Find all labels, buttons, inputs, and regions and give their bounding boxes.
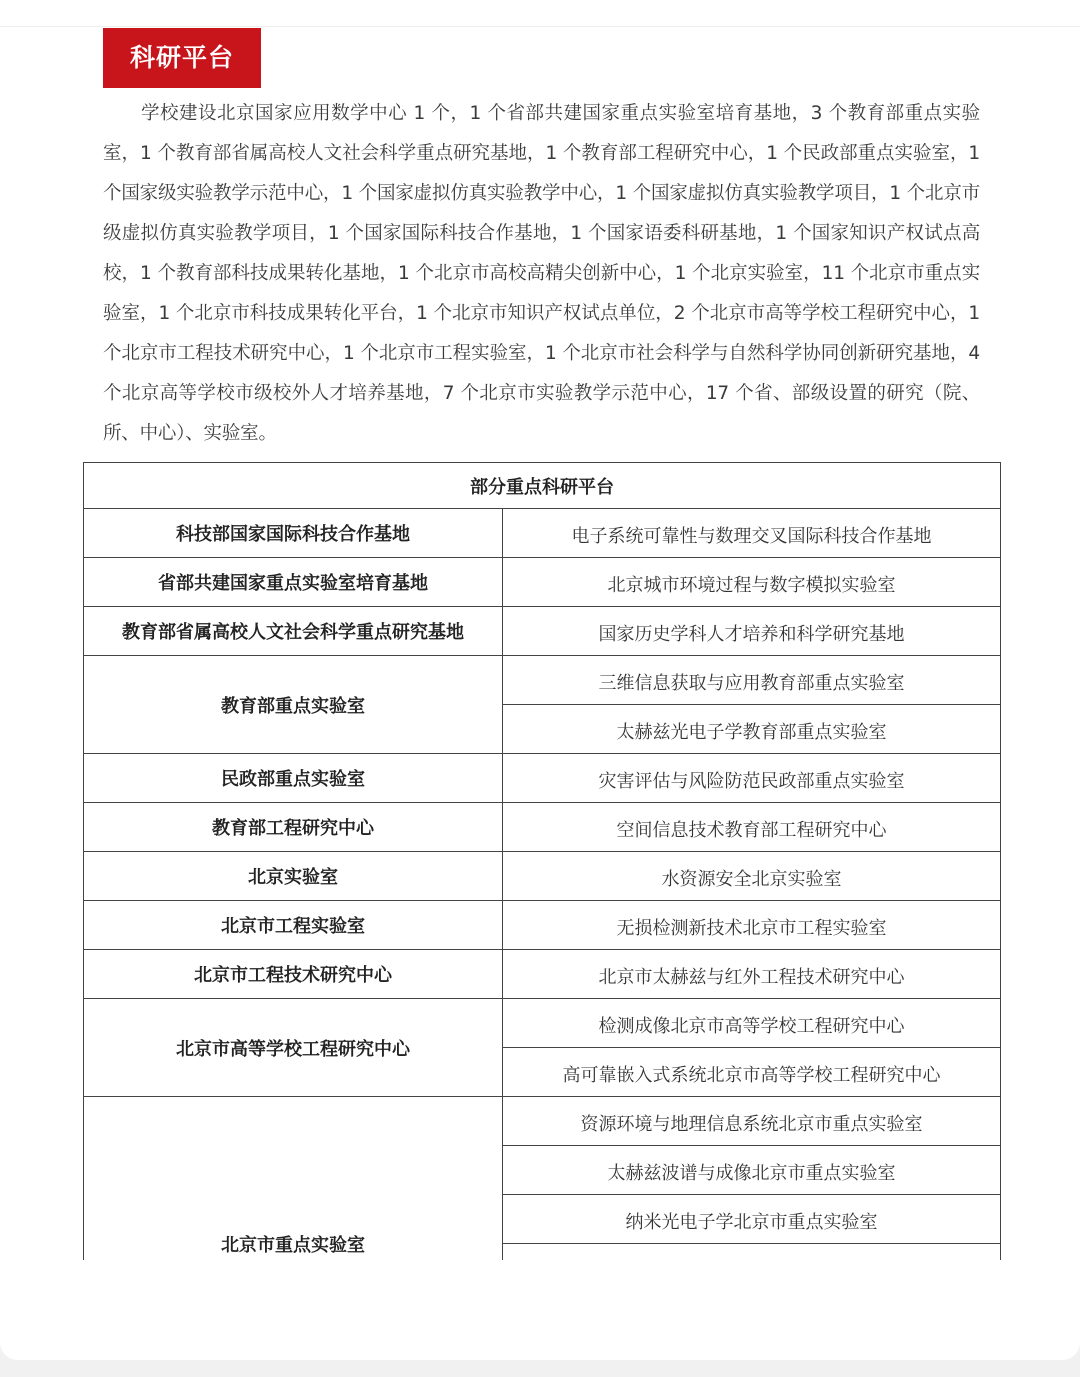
platform-category: 省部共建国家重点实验室培育基地 xyxy=(84,558,503,607)
table-row xyxy=(84,1097,1001,1146)
table-row xyxy=(84,558,1001,607)
platform-name: 三维信息获取与应用教育部重点实验室 xyxy=(503,656,1001,705)
platform-name: 电子系统可靠性与数理交叉国际科技合作基地 xyxy=(503,509,1001,558)
platform-category: 教育部省属高校人文社会科学重点研究基地 xyxy=(84,607,503,656)
platform-name: 北京城市环境过程与数字模拟实验室 xyxy=(503,558,1001,607)
platform-category: 科技部国家国际科技合作基地 xyxy=(84,509,503,558)
table-row xyxy=(84,999,1001,1048)
section-title: 科研平台 xyxy=(103,28,261,88)
platform-name: 太赫兹光电子学教育部重点实验室 xyxy=(503,705,1001,754)
intro-paragraph: 学校建设北京国家应用数学中心 1 个，1 个省部共建国家重点实验室培育基地，3 个教育部重点实验室，1 个教育部省属高校人文社会科学重点研究基地，1 个教育部工程研究中心，1 个民政部重点实验室，1 个国家级实验教学示范中心，1 个国家虚拟仿真实验教学中心，1 个国家虚拟仿真实验教学项目，1 个北京市级虚拟仿真实验教学项目，1 个国家国际科技合作基地，1 个国家语委科研基地，1 个国家知识产权试点高校，1 个教育部科技成果转化基地，1 个北京市高校高精尖创新中心，1 个北京实验室，11 个北京市重点实验室，1 个北京市科技成果转化平台，1 个北京市知识产权试点单位，2 个北京市高等学校工程研究中心，1 个北京市工程技术研究中心，1 个北京市工程实验室，1 个北京市社会科学与自然科学协同创新研究基地，4 个北京高等学校市级校外人才培养基地，7 个北京市实验教学示范中心，17 个省、部级设置的研究（院、所、中心）、实验室。 xyxy=(103,103,980,444)
platform-category: 北京市工程实验室 xyxy=(84,901,503,950)
table-row xyxy=(84,509,1001,558)
platform-name: 高可靠嵌入式系统北京市高等学校工程研究中心 xyxy=(503,1048,1001,1097)
table-body xyxy=(84,463,1001,1361)
platform-name: 纳米光电子学北京市重点实验室 xyxy=(503,1195,1001,1244)
platform-category: 民政部重点实验室 xyxy=(84,754,503,803)
platform-name: 国家历史学科人才培养和科学研究基地 xyxy=(503,607,1001,656)
table-row xyxy=(84,950,1001,999)
table-row xyxy=(84,852,1001,901)
platform-category: 北京实验室 xyxy=(84,852,503,901)
divider xyxy=(0,26,1080,27)
platform-name: 空间信息技术教育部工程研究中心 xyxy=(503,803,1001,852)
platform-name: 太赫兹波谱与成像北京市重点实验室 xyxy=(503,1146,1001,1195)
table-row xyxy=(84,656,1001,705)
table-row xyxy=(84,901,1001,950)
platform-category: 北京市工程技术研究中心 xyxy=(84,950,503,999)
platform-category: 北京市重点实验室 xyxy=(84,1097,503,1361)
key-platforms-table xyxy=(83,462,1001,1360)
card-bottom-area xyxy=(0,1260,1080,1360)
platform-category: 北京市高等学校工程研究中心 xyxy=(84,999,503,1097)
platform-name: 北京市太赫兹与红外工程技术研究中心 xyxy=(503,950,1001,999)
platform-name: 灾害评估与风险防范民政部重点实验室 xyxy=(503,754,1001,803)
platform-name: 资源环境与地理信息系统北京市重点实验室 xyxy=(503,1097,1001,1146)
table-row xyxy=(84,754,1001,803)
table-row xyxy=(84,803,1001,852)
platform-name: 水资源安全北京实验室 xyxy=(503,852,1001,901)
platform-name: 无损检测新技术北京市工程实验室 xyxy=(503,901,1001,950)
table-header: 部分重点科研平台 xyxy=(84,463,1001,509)
platform-category: 教育部重点实验室 xyxy=(84,656,503,754)
table-header-row xyxy=(84,463,1001,509)
platform-category: 教育部工程研究中心 xyxy=(84,803,503,852)
platform-name: 检测成像北京市高等学校工程研究中心 xyxy=(503,999,1001,1048)
table-row xyxy=(84,607,1001,656)
